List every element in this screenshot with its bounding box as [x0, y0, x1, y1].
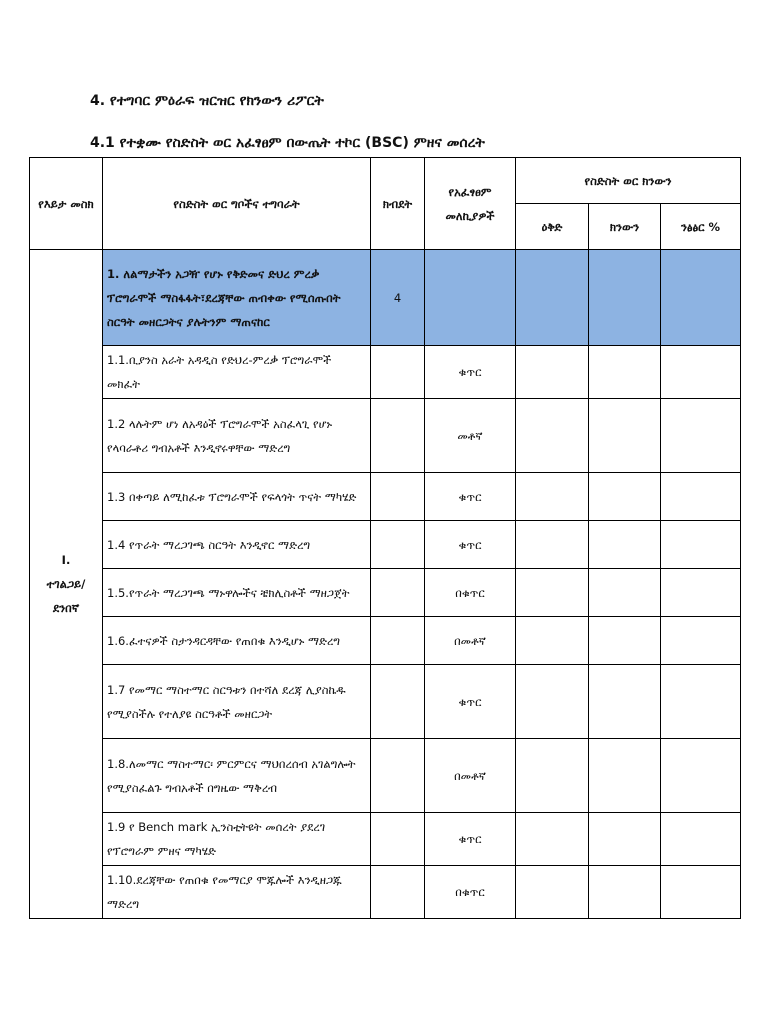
activity-row: [30, 665, 741, 739]
activity-plan-cell: [516, 866, 589, 919]
objective-row: [30, 250, 741, 346]
perspective-cell: [30, 250, 103, 919]
activity-indicator: በቁጥር: [425, 866, 516, 919]
activity-text: 1.4 የጥራት ማረጋገጫ ስርዓት እንዲኖር ማድረግ: [103, 521, 371, 569]
activity-text: 1.3 በቀጣይ ለሚከፈቱ ፕሮግራሞች የፍላጎት ጥናት ማካሄድ: [103, 473, 371, 521]
header-activities: የስድስት ወር ግቦችና ተግባራት: [103, 158, 371, 250]
activity-plan-cell: [516, 617, 589, 665]
activity-actual-cell: [589, 813, 661, 866]
activity-weight-cell: [371, 399, 425, 473]
activity-actual-cell: [589, 521, 661, 569]
activity-plan-cell: [516, 346, 589, 399]
perspective-number: I.: [61, 553, 71, 567]
activity-plan-cell: [516, 399, 589, 473]
activity-weight-cell: [371, 473, 425, 521]
objective-weight: 4: [371, 250, 425, 346]
activity-indicator: በቁጥር: [425, 569, 516, 617]
objective-percent-cell: [661, 250, 741, 346]
header-six-month-performance: የስድስት ወር ክንውን: [516, 158, 741, 204]
activity-actual-cell: [589, 739, 661, 813]
objective-text: 1. ለልማታችን አጋዥ የሆኑ የቅድመና ድህረ ምረቃ ፕሮግራሞች ማስፋፋት፣ደረጃቸው ጠብቀው የሚሰጡበት ስርዓት መዘርጋትና ያሉትንም ማጠናከር: [103, 250, 371, 346]
subsection-heading: 4.1 የተቋሙ የስድስት ወር አፈፃፀም በውጤት ተኮር (BSC) ምዘና መሰረት: [90, 135, 485, 151]
activity-weight-cell: [371, 521, 425, 569]
activity-weight-cell: [371, 813, 425, 866]
header-percent: ንፅፅር %: [661, 204, 741, 250]
activity-text: 1.7 የመማር ማስተማር ስርዓቱን በተሻለ ደረጃ ሊያስኬዱ የሚያስችሉ የተለያዩ ስርዓቶች መዘርጋት: [103, 665, 371, 739]
activity-row: [30, 399, 741, 473]
activity-plan-cell: [516, 739, 589, 813]
header-plan: ዕቅድ: [516, 204, 589, 250]
activity-percent-cell: [661, 665, 741, 739]
activity-plan-cell: [516, 473, 589, 521]
objective-indicator-cell: [425, 250, 516, 346]
activity-text: 1.10.ደረጃቸው የጠበቁ የመማርያ ሞጁሎች እንዲዘጋጁ ማድረግ: [103, 866, 371, 919]
activity-row: [30, 813, 741, 866]
bsc-performance-table: [29, 157, 741, 919]
activity-text: 1.6.ፈተናዎች ስታንዳርዳቸው የጠበቁ እንዲሆኑ ማድረግ: [103, 617, 371, 665]
activity-actual-cell: [589, 569, 661, 617]
activity-percent-cell: [661, 346, 741, 399]
activity-indicator: በመቶኛ: [425, 739, 516, 813]
activity-row: [30, 569, 741, 617]
activity-text: 1.5.የጥራት ማረጋገጫ ማኑዋሎችና ቼክሊስቶች ማዘጋጀት: [103, 569, 371, 617]
activity-actual-cell: [589, 617, 661, 665]
activity-indicator: ቁጥር: [425, 813, 516, 866]
activity-actual-cell: [589, 399, 661, 473]
activity-percent-cell: [661, 813, 741, 866]
header-perspective: የእይታ መስክ: [30, 158, 103, 250]
activity-row: [30, 739, 741, 813]
section-heading: 4. የተግባር ምዕራፍ ዝርዝር የክንውን ሪፖርት: [90, 93, 324, 109]
activity-actual-cell: [589, 866, 661, 919]
activity-row: [30, 346, 741, 399]
header-weight: ክብደት: [371, 158, 425, 250]
header-actual: ክንውን: [589, 204, 661, 250]
activity-text: 1.2 ላሉትም ሆነ ለአዳዕች ፕሮግራሞች አስፈላጊ የሆኑ የላባራቶሪ ግብአቶች እንዲኖሩዋቸው ማድረግ: [103, 399, 371, 473]
activity-row: [30, 521, 741, 569]
activity-weight-cell: [371, 739, 425, 813]
activity-text: 1.1.ቢያንስ አራት አዳዲስ የድህረ-ምረቃ ፕሮግራሞች መክፈት: [103, 346, 371, 399]
activity-percent-cell: [661, 473, 741, 521]
activity-percent-cell: [661, 521, 741, 569]
activity-text: 1.8.ለመማር ማስተማር፡ ምርምርና ማህበረሰብ አገልግሎት የሚያስፈልጉ ግብአቶች በግዜው ማቅረብ: [103, 739, 371, 813]
activity-actual-cell: [589, 346, 661, 399]
objective-actual-cell: [589, 250, 661, 346]
activity-plan-cell: [516, 569, 589, 617]
activity-weight-cell: [371, 569, 425, 617]
activity-indicator: ቁጥር: [425, 473, 516, 521]
activity-actual-cell: [589, 665, 661, 739]
activity-indicator: መቶኛ: [425, 399, 516, 473]
activity-weight-cell: [371, 665, 425, 739]
activity-plan-cell: [516, 521, 589, 569]
activity-actual-cell: [589, 473, 661, 521]
activity-weight-cell: [371, 346, 425, 399]
perspective-name: ተገልጋይ/ ደንበኛ: [46, 577, 86, 615]
activity-percent-cell: [661, 617, 741, 665]
activity-row: [30, 473, 741, 521]
activity-indicator: በመቶኛ: [425, 617, 516, 665]
objective-plan-cell: [516, 250, 589, 346]
activity-text: 1.9 የ Bench mark ኢንስቲትዩት መሰረት ያደረገ የፕሮግራም ምዘና ማካሄድ: [103, 813, 371, 866]
activity-indicator: ቁጥር: [425, 665, 516, 739]
activity-indicator: ቁጥር: [425, 346, 516, 399]
activity-plan-cell: [516, 813, 589, 866]
activity-percent-cell: [661, 399, 741, 473]
activity-percent-cell: [661, 569, 741, 617]
activity-row: [30, 866, 741, 919]
activity-weight-cell: [371, 617, 425, 665]
activity-plan-cell: [516, 665, 589, 739]
activity-percent-cell: [661, 866, 741, 919]
header-indicators: የአፈፃፀም መለኪያዎች: [425, 158, 516, 250]
activity-percent-cell: [661, 739, 741, 813]
activity-weight-cell: [371, 866, 425, 919]
activity-indicator: ቁጥር: [425, 521, 516, 569]
activity-row: [30, 617, 741, 665]
